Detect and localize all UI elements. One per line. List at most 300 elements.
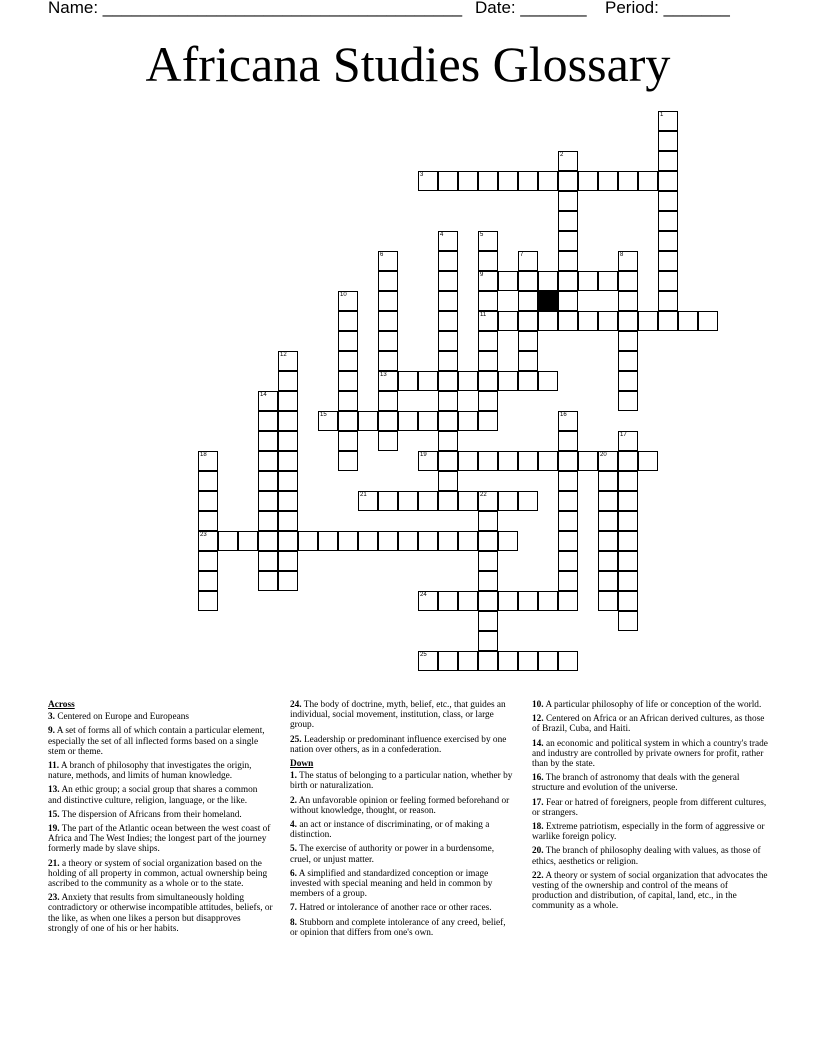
grid-cell[interactable] [598, 271, 618, 291]
grid-cell[interactable] [458, 531, 478, 551]
clue-item-text: The part of the Atlantic ocean between the west coast of Africa and The West Indies; the longest part of the journey formerly made by slave ships. [48, 824, 271, 855]
clue-item [290, 771, 515, 791]
clue-number: 15 [320, 412, 327, 418]
grid-cell[interactable] [458, 171, 478, 191]
clue-number: 10 [340, 292, 347, 298]
grid-cell[interactable] [338, 531, 358, 551]
grid-cell[interactable] [638, 311, 658, 331]
grid-cell[interactable] [618, 611, 638, 631]
clue-number: 17 [620, 432, 627, 438]
grid-cell[interactable] [278, 531, 298, 551]
grid-cell[interactable] [558, 291, 578, 311]
clue-item-number: 1. [290, 771, 297, 782]
grid-cell[interactable] [558, 251, 578, 271]
grid-cell[interactable] [478, 591, 498, 611]
grid-cell[interactable] [678, 311, 698, 331]
grid-cell[interactable] [438, 411, 458, 431]
grid-cell[interactable] [258, 491, 278, 511]
grid-cell[interactable] [478, 451, 498, 471]
clue-item [532, 871, 768, 912]
grid-cell[interactable] [278, 471, 298, 491]
grid-cell[interactable] [538, 451, 558, 471]
grid-cell[interactable] [338, 411, 358, 431]
clue-item-number: 4. [290, 820, 297, 831]
clue-item-number: 17. [532, 797, 544, 808]
grid-cell[interactable] [518, 591, 538, 611]
grid-cell[interactable] [618, 251, 638, 271]
clue-item [290, 820, 515, 840]
grid-cell[interactable] [558, 651, 578, 671]
grid-cell[interactable] [198, 491, 218, 511]
grid-cell[interactable] [518, 491, 538, 511]
grid-cell[interactable] [618, 271, 638, 291]
grid-cell[interactable] [338, 451, 358, 471]
grid-cell[interactable] [498, 371, 518, 391]
grid-cell[interactable] [498, 451, 518, 471]
clue-item-text: Anxiety that results from simultaneously holding contradictory or otherwise incompatible attitudes, beliefs, or the like, as when one likes a person but disapproves strongly of one of his or her habits. [48, 893, 273, 934]
grid-cell[interactable] [498, 311, 518, 331]
grid-cell[interactable] [478, 371, 498, 391]
grid-cell[interactable] [658, 191, 678, 211]
grid-cell[interactable] [638, 451, 658, 471]
grid-cell[interactable] [558, 411, 578, 431]
grid-cell[interactable] [478, 611, 498, 631]
grid-cell[interactable] [558, 171, 578, 191]
grid-cell[interactable] [618, 391, 638, 411]
grid-cell[interactable] [478, 511, 498, 531]
period-field[interactable]: Period: _______ [605, 0, 730, 17]
grid-cell[interactable] [358, 411, 378, 431]
grid-cell[interactable] [518, 271, 538, 291]
grid-cell[interactable] [558, 311, 578, 331]
grid-cell[interactable] [458, 651, 478, 671]
grid-cell[interactable] [338, 371, 358, 391]
clue-item-number: 24. [290, 700, 302, 710]
grid-cell[interactable] [378, 531, 398, 551]
grid-cell[interactable] [538, 271, 558, 291]
grid-cell[interactable] [378, 391, 398, 411]
grid-cell[interactable] [418, 451, 438, 471]
grid-cell[interactable] [198, 571, 218, 591]
page-title: Africana Studies Glossary [145, 36, 671, 92]
grid-cell[interactable] [498, 171, 518, 191]
grid-cell[interactable] [198, 511, 218, 531]
grid-cell[interactable] [378, 271, 398, 291]
grid-cell[interactable] [338, 331, 358, 351]
clue-item [532, 846, 768, 866]
grid-cell[interactable] [558, 491, 578, 511]
grid-cell[interactable] [278, 371, 298, 391]
grid-cell[interactable] [618, 571, 638, 591]
grid-cell[interactable] [238, 531, 258, 551]
clue-item [532, 798, 768, 818]
grid-cell[interactable] [358, 491, 378, 511]
grid-cell[interactable] [438, 371, 458, 391]
grid-cell[interactable] [318, 531, 338, 551]
grid-cell[interactable] [278, 431, 298, 451]
clue-item-number: 12. [532, 714, 544, 725]
clue-item-number: 5. [290, 844, 297, 855]
clues-column-3 [532, 700, 768, 916]
grid-cell[interactable] [498, 271, 518, 291]
grid-cell[interactable] [558, 531, 578, 551]
clue-item-number: 10. [532, 700, 544, 710]
grid-cell[interactable] [378, 491, 398, 511]
clues-column-1 [48, 700, 273, 938]
grid-cell[interactable] [658, 211, 678, 231]
grid-cell[interactable] [278, 491, 298, 511]
grid-cell[interactable] [478, 291, 498, 311]
grid-cell[interactable] [498, 651, 518, 671]
grid-cell[interactable] [218, 531, 238, 551]
grid-cell[interactable] [438, 431, 458, 451]
grid-cell[interactable] [198, 591, 218, 611]
grid-cell[interactable] [438, 451, 458, 471]
clue-item-text: Fear or hatred of foreigners, people from different cultures, or strangers. [532, 797, 767, 818]
grid-cell[interactable] [478, 351, 498, 371]
clue-item [532, 773, 768, 793]
grid-cell[interactable] [538, 591, 558, 611]
clue-item-number: 16. [532, 773, 544, 784]
grid-cell[interactable] [658, 151, 678, 171]
clue-item [290, 844, 515, 864]
grid-cell[interactable] [558, 191, 578, 211]
grid-cell[interactable] [338, 391, 358, 411]
clue-item [48, 810, 273, 820]
grid-cell[interactable] [398, 371, 418, 391]
clue-number: 1 [660, 112, 664, 118]
grid-cell[interactable] [558, 231, 578, 251]
grid-cell[interactable] [658, 271, 678, 291]
grid-cell[interactable] [418, 651, 438, 671]
clue-item-number: 11. [48, 761, 60, 772]
clue-item [48, 893, 273, 934]
grid-cell[interactable] [378, 331, 398, 351]
grid-cell[interactable] [658, 131, 678, 151]
grid-cell[interactable] [658, 311, 678, 331]
clue-item-number: 3. [48, 712, 55, 723]
grid-cell[interactable] [198, 551, 218, 571]
grid-cell[interactable] [258, 391, 278, 411]
clue-item-text: Centered on Europe and Europeans [57, 712, 189, 723]
grid-cell[interactable] [478, 331, 498, 351]
clue-item-number: 7. [290, 903, 297, 914]
clue-item-number: 19. [48, 824, 60, 835]
grid-cell[interactable] [378, 291, 398, 311]
grid-cell[interactable] [658, 251, 678, 271]
grid-cell[interactable] [338, 311, 358, 331]
grid-cell[interactable] [258, 451, 278, 471]
clue-item-number: 13. [48, 785, 60, 796]
date-field[interactable]: Date: _______ [475, 0, 587, 17]
grid-cell[interactable] [198, 451, 218, 471]
clue-number: 8 [620, 252, 624, 258]
grid-cell[interactable] [518, 251, 538, 271]
clue-item-text: An ethic group; a social group that shares a common and distinctive culture, religion, language, or the like. [48, 785, 258, 806]
grid-cell[interactable] [458, 451, 478, 471]
grid-cell[interactable] [518, 351, 538, 371]
clue-number: 14 [260, 392, 267, 398]
grid-cell[interactable] [278, 511, 298, 531]
grid-cell[interactable] [658, 171, 678, 191]
grid-cell[interactable] [458, 371, 478, 391]
grid-cell[interactable] [378, 351, 398, 371]
grid-cell[interactable] [478, 311, 498, 331]
clue-number: 9 [480, 272, 484, 278]
grid-cell[interactable] [278, 411, 298, 431]
clue-item [48, 824, 273, 855]
grid-cell[interactable] [278, 451, 298, 471]
grid-cell[interactable] [658, 111, 678, 131]
grid-cell[interactable] [598, 471, 618, 491]
grid-cell[interactable] [598, 451, 618, 471]
grid-cell[interactable] [258, 431, 278, 451]
grid-cell[interactable] [618, 531, 638, 551]
grid-cell[interactable] [618, 431, 638, 451]
clue-number: 4 [440, 232, 444, 238]
grid-cell[interactable] [498, 531, 518, 551]
clue-item-text: An unfavorable opinion or feeling formed beforehand or without knowledge, thought, or reason. [290, 795, 510, 816]
grid-cell[interactable] [278, 571, 298, 591]
grid-cell[interactable] [618, 591, 638, 611]
grid-cell[interactable] [418, 491, 438, 511]
grid-cell[interactable] [478, 411, 498, 431]
grid-cell[interactable] [478, 651, 498, 671]
grid-cell[interactable] [438, 331, 458, 351]
clues-column-2 [290, 700, 515, 942]
clue-number: 19 [420, 452, 427, 458]
grid-cell[interactable] [258, 511, 278, 531]
grid-cell[interactable] [258, 471, 278, 491]
grid-cell[interactable] [498, 491, 518, 511]
grid-cell[interactable] [378, 371, 398, 391]
grid-cell[interactable] [638, 171, 658, 191]
grid-cell[interactable] [558, 591, 578, 611]
grid-cell[interactable] [478, 571, 498, 591]
grid-cell[interactable] [438, 251, 458, 271]
grid-cell[interactable] [438, 591, 458, 611]
grid-cell[interactable] [518, 331, 538, 351]
grid-cell[interactable] [438, 471, 458, 491]
grid-cell[interactable] [458, 411, 478, 431]
grid-cell[interactable] [658, 291, 678, 311]
grid-cell[interactable] [598, 491, 618, 511]
clue-item-text: Stubborn and complete intolerance of any creed, belief, or opinion that differs from one's own. [290, 917, 506, 938]
grid-cell[interactable] [518, 651, 538, 671]
grid-cell[interactable] [698, 311, 718, 331]
grid-cell[interactable] [518, 291, 538, 311]
grid-cell[interactable] [618, 171, 638, 191]
clue-item-text: Extreme patriotism, especially in the form of aggressive or warlike foreign policy. [532, 822, 765, 843]
grid-cell[interactable] [618, 471, 638, 491]
grid-cell[interactable] [258, 531, 278, 551]
grid-cell[interactable] [538, 171, 558, 191]
clue-number: 12 [280, 352, 287, 358]
clue-item [290, 700, 515, 731]
grid-cell[interactable] [378, 431, 398, 451]
clue-number: 23 [200, 532, 207, 538]
grid-cell[interactable] [518, 311, 538, 331]
grid-cell[interactable] [478, 171, 498, 191]
grid-cell[interactable] [298, 531, 318, 551]
grid-cell[interactable] [598, 171, 618, 191]
grid-cell[interactable] [598, 551, 618, 571]
grid-cell[interactable] [398, 531, 418, 551]
grid-cell[interactable] [598, 591, 618, 611]
grid-cell[interactable] [518, 371, 538, 391]
grid-cell[interactable] [198, 531, 218, 551]
grid-cell[interactable] [618, 291, 638, 311]
grid-cell[interactable] [478, 551, 498, 571]
clue-item-text: The branch of philosophy dealing with values, as those of ethics, aesthetics or religion. [532, 846, 761, 867]
grid-cell[interactable] [438, 171, 458, 191]
grid-cell[interactable] [598, 571, 618, 591]
grid-cell[interactable] [618, 311, 638, 331]
name-field[interactable]: Name: ______________________________________ [48, 0, 463, 17]
clue-number: 6 [380, 252, 384, 258]
grid-cell[interactable] [458, 591, 478, 611]
grid-cell[interactable] [258, 551, 278, 571]
grid-cell[interactable] [378, 251, 398, 271]
clue-number: 5 [480, 232, 484, 238]
clue-number: 13 [380, 372, 387, 378]
grid-cell[interactable] [478, 391, 498, 411]
grid-cell[interactable] [418, 371, 438, 391]
grid-cell[interactable] [438, 351, 458, 371]
grid-cell[interactable] [618, 331, 638, 351]
grid-cell[interactable] [538, 311, 558, 331]
clue-item [290, 903, 515, 913]
clue-item-text: The body of doctrine, myth, belief, etc., that guides an individual, social movement, institution, class, or large group. [290, 700, 506, 731]
grid-cell[interactable] [558, 571, 578, 591]
clue-item-text: The exercise of authority or power in a burdensome, cruel, or unjust matter. [290, 844, 495, 865]
grid-cell[interactable] [478, 491, 498, 511]
clue-item [48, 726, 273, 757]
grid-cell[interactable] [378, 411, 398, 431]
grid-cell[interactable] [498, 591, 518, 611]
clue-item-text: Centered on Africa or an African derived cultures, as those of Brazil, Cuba, and Haiti. [532, 714, 765, 735]
clue-item-text: Hatred or intolerance of another race or other races. [299, 903, 492, 914]
grid-cell[interactable] [598, 531, 618, 551]
grid-cell[interactable] [418, 411, 438, 431]
grid-cell[interactable] [398, 491, 418, 511]
clue-item [48, 785, 273, 805]
clue-item [532, 739, 768, 770]
grid-cell[interactable] [358, 531, 378, 551]
grid-cell[interactable] [578, 271, 598, 291]
clue-item-number: 23. [48, 893, 60, 904]
clue-item-number: 21. [48, 858, 60, 869]
grid-cell[interactable] [258, 411, 278, 431]
grid-cell[interactable] [658, 231, 678, 251]
grid-cell[interactable] [438, 531, 458, 551]
grid-cell[interactable] [598, 511, 618, 531]
grid-cell[interactable] [418, 531, 438, 551]
grid-cell[interactable] [278, 351, 298, 371]
clue-item-number: 15. [48, 809, 60, 820]
grid-cell[interactable] [258, 571, 278, 591]
grid-cell[interactable] [338, 431, 358, 451]
grid-cell[interactable] [618, 451, 638, 471]
grid-cell[interactable] [578, 451, 598, 471]
grid-cell[interactable] [618, 511, 638, 531]
clue-item [532, 822, 768, 842]
grid-cell[interactable] [458, 491, 478, 511]
grid-cell[interactable] [438, 391, 458, 411]
grid-cell[interactable] [578, 311, 598, 331]
grid-cell[interactable] [518, 171, 538, 191]
clue-item-text: A set of forms all of which contain a particular element, especially the set of all inflected forms based on a single stem or theme. [48, 726, 265, 757]
grid-cell[interactable] [338, 291, 358, 311]
clue-item-text: The status of belonging to a particular nation, whether by birth or naturalization. [290, 771, 513, 792]
grid-cell[interactable] [478, 231, 498, 251]
grid-cell[interactable] [518, 451, 538, 471]
grid-cell[interactable] [278, 551, 298, 571]
clue-item [48, 712, 273, 722]
clue-item [290, 869, 515, 900]
grid-cell[interactable] [538, 651, 558, 671]
grid-cell[interactable] [418, 171, 438, 191]
grid-cell[interactable] [578, 171, 598, 191]
grid-cell[interactable] [438, 231, 458, 251]
grid-cell[interactable] [478, 271, 498, 291]
grid-cell[interactable] [538, 371, 558, 391]
grid-cell[interactable] [618, 371, 638, 391]
clue-item [532, 700, 768, 710]
grid-cell[interactable] [618, 551, 638, 571]
clue-number: 22 [480, 492, 487, 498]
grid-cell[interactable] [558, 271, 578, 291]
grid-cell[interactable] [278, 391, 298, 411]
grid-cell[interactable] [338, 351, 358, 371]
grid-cell[interactable] [438, 311, 458, 331]
grid-cell[interactable] [198, 471, 218, 491]
grid-cell[interactable] [558, 551, 578, 571]
grid-cell[interactable] [418, 591, 438, 611]
grid-cell[interactable] [478, 631, 498, 651]
grid-cell[interactable] [438, 291, 458, 311]
clue-item [48, 761, 273, 781]
clue-item-text: a theory or system of social organization based on the holding of all property in common, actual ownership being ascribed to the community as a whole or to the state. [48, 858, 268, 890]
grid-cell[interactable] [558, 211, 578, 231]
clue-item [290, 918, 515, 938]
grid-cell[interactable] [318, 411, 338, 431]
grid-cell[interactable] [398, 411, 418, 431]
grid-cell[interactable] [598, 311, 618, 331]
clue-item-text: Leadership or predominant influence exercised by one nation over others, as in a confederation. [290, 734, 507, 755]
grid-cell[interactable] [478, 251, 498, 271]
clue-item-text: A theory or system of social organization that advocates the vesting of the ownership and control of the means of production and distribution, of capital, land, etc., in the community as a whole. [532, 870, 768, 912]
clue-item-number: 18. [532, 822, 544, 833]
grid-cell[interactable] [558, 511, 578, 531]
grid-cell[interactable] [558, 431, 578, 451]
grid-cell[interactable] [558, 151, 578, 171]
grid-cell[interactable] [438, 491, 458, 511]
clue-item-number: 25. [290, 734, 302, 745]
clue-item-number: 6. [290, 868, 297, 879]
clue-item-text: The dispersion of Africans from their homeland. [61, 809, 242, 820]
grid-cell[interactable] [558, 451, 578, 471]
grid-cell[interactable] [438, 271, 458, 291]
grid-cell[interactable] [478, 531, 498, 551]
grid-cell[interactable] [618, 351, 638, 371]
grid-cell[interactable] [438, 651, 458, 671]
grid-cell[interactable] [378, 311, 398, 331]
clue-item-number: 9. [48, 726, 55, 737]
grid-cell[interactable] [558, 471, 578, 491]
grid-cell[interactable] [618, 491, 638, 511]
clue-item [290, 796, 515, 816]
